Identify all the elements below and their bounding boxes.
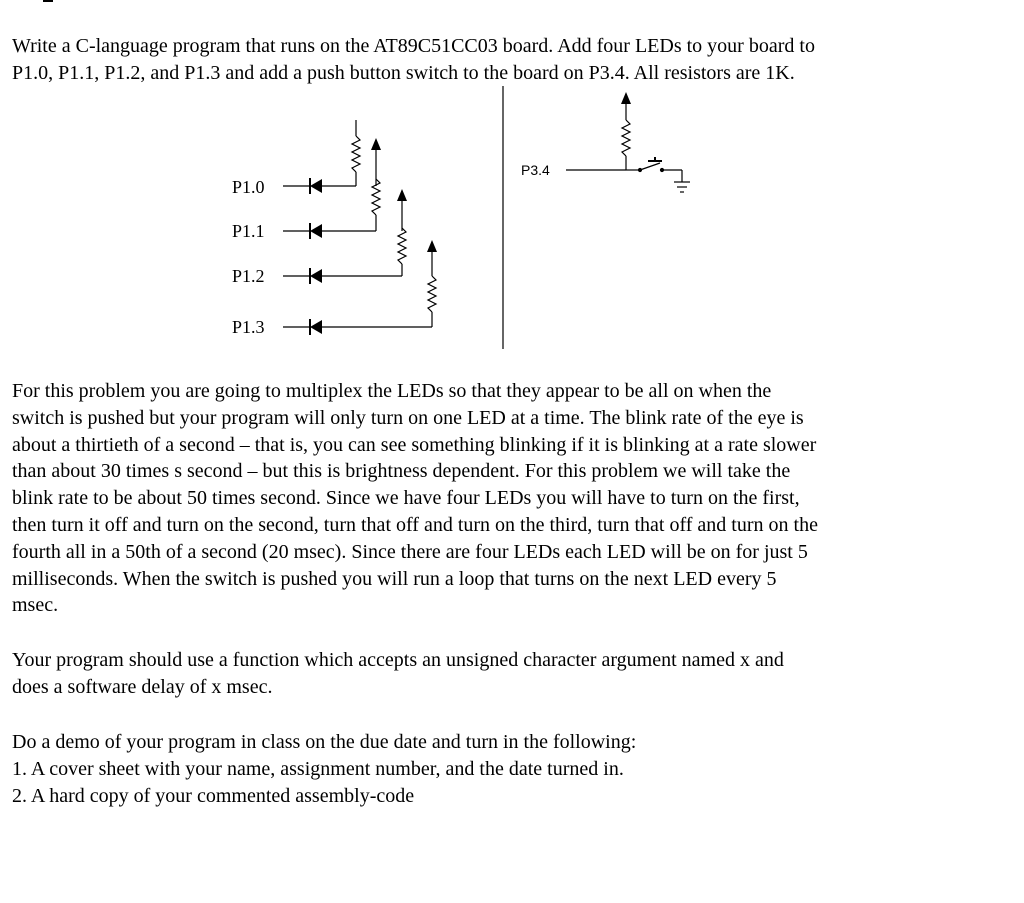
vcc-arrow-2 [397,189,407,231]
resistor-3 [398,228,406,276]
vcc-arrow-1 [371,138,381,186]
paragraph-line: Do a demo of your program in class on the due date and turn in the following: [12,731,637,753]
intro-line: P1.0, P1.1, P1.2, and P1.3 and add a push button switch to the board on P3.4. All resistors are 1K. [12,61,795,84]
paragraph-line: fourth all in a 50th of a second (20 msec). Since there are four LEDs each LED will be on for just 5 [12,540,808,563]
delay-function-requirement [12,647,1012,701]
paragraph-line: Your program should use a function which accepts an unsigned character argument named x and [12,649,784,671]
paragraph-line: then turn it off and turn on the second, turn that off and turn on the third, turn that off and turn on the [12,513,818,536]
list-item: 2. A hard copy of your commented assembly-code [12,784,415,807]
list-item: 1. A cover sheet with your name, assignment number, and the date turned in. [12,757,624,780]
paragraph-line: milliseconds. When the switch is pushed you will run a loop that turns on the next LED every 5 [12,567,777,590]
pin-label-p3-4: P3.4 [521,162,550,178]
pullup-resistor [621,92,631,170]
ground-symbol [674,170,690,192]
vcc-arrow-3 [427,240,437,276]
problem-description [12,378,1012,619]
submission-instructions [12,729,1012,809]
paragraph-line: does a software delay of x msec. [12,675,273,698]
resistor-1 [352,120,360,186]
led-diode-1 [283,178,356,194]
led-diode-2 [283,223,376,239]
paragraph-line: msec. [12,594,59,617]
push-button-switch [626,157,682,172]
pin-label-p1-2: P1.2 [232,266,265,286]
paragraph-line: about a thirtieth of a second – that is, you can see something blinking if it is blinking at a rate slower [12,433,817,456]
resistor-4 [428,276,436,327]
paragraph-line: than about 30 times s second – but this is brightness dependent. For this problem we will take the [12,460,791,483]
paragraph-line: blink rate to be about 50 times second. Since we have four LEDs you will have to turn on the first, [12,487,800,510]
pin-label-p1-3: P1.3 [232,317,265,337]
pin-label-p1-0: P1.0 [232,177,265,197]
pin-label-p1-1: P1.1 [232,221,265,241]
led-diode-3 [283,268,402,284]
intro-line: Write a C-language program that runs on the AT89C51CC03 board. Add four LEDs to your board to [12,35,815,57]
paragraph-line: switch is pushed but your program will only turn on one LED at a time. The blink rate of the eye is [12,406,804,429]
resistor-2 [372,179,380,231]
led-diode-4 [283,319,432,335]
paragraph-line: For this problem you are going to multiplex the LEDs so that they appear to be all on when the [12,380,772,402]
